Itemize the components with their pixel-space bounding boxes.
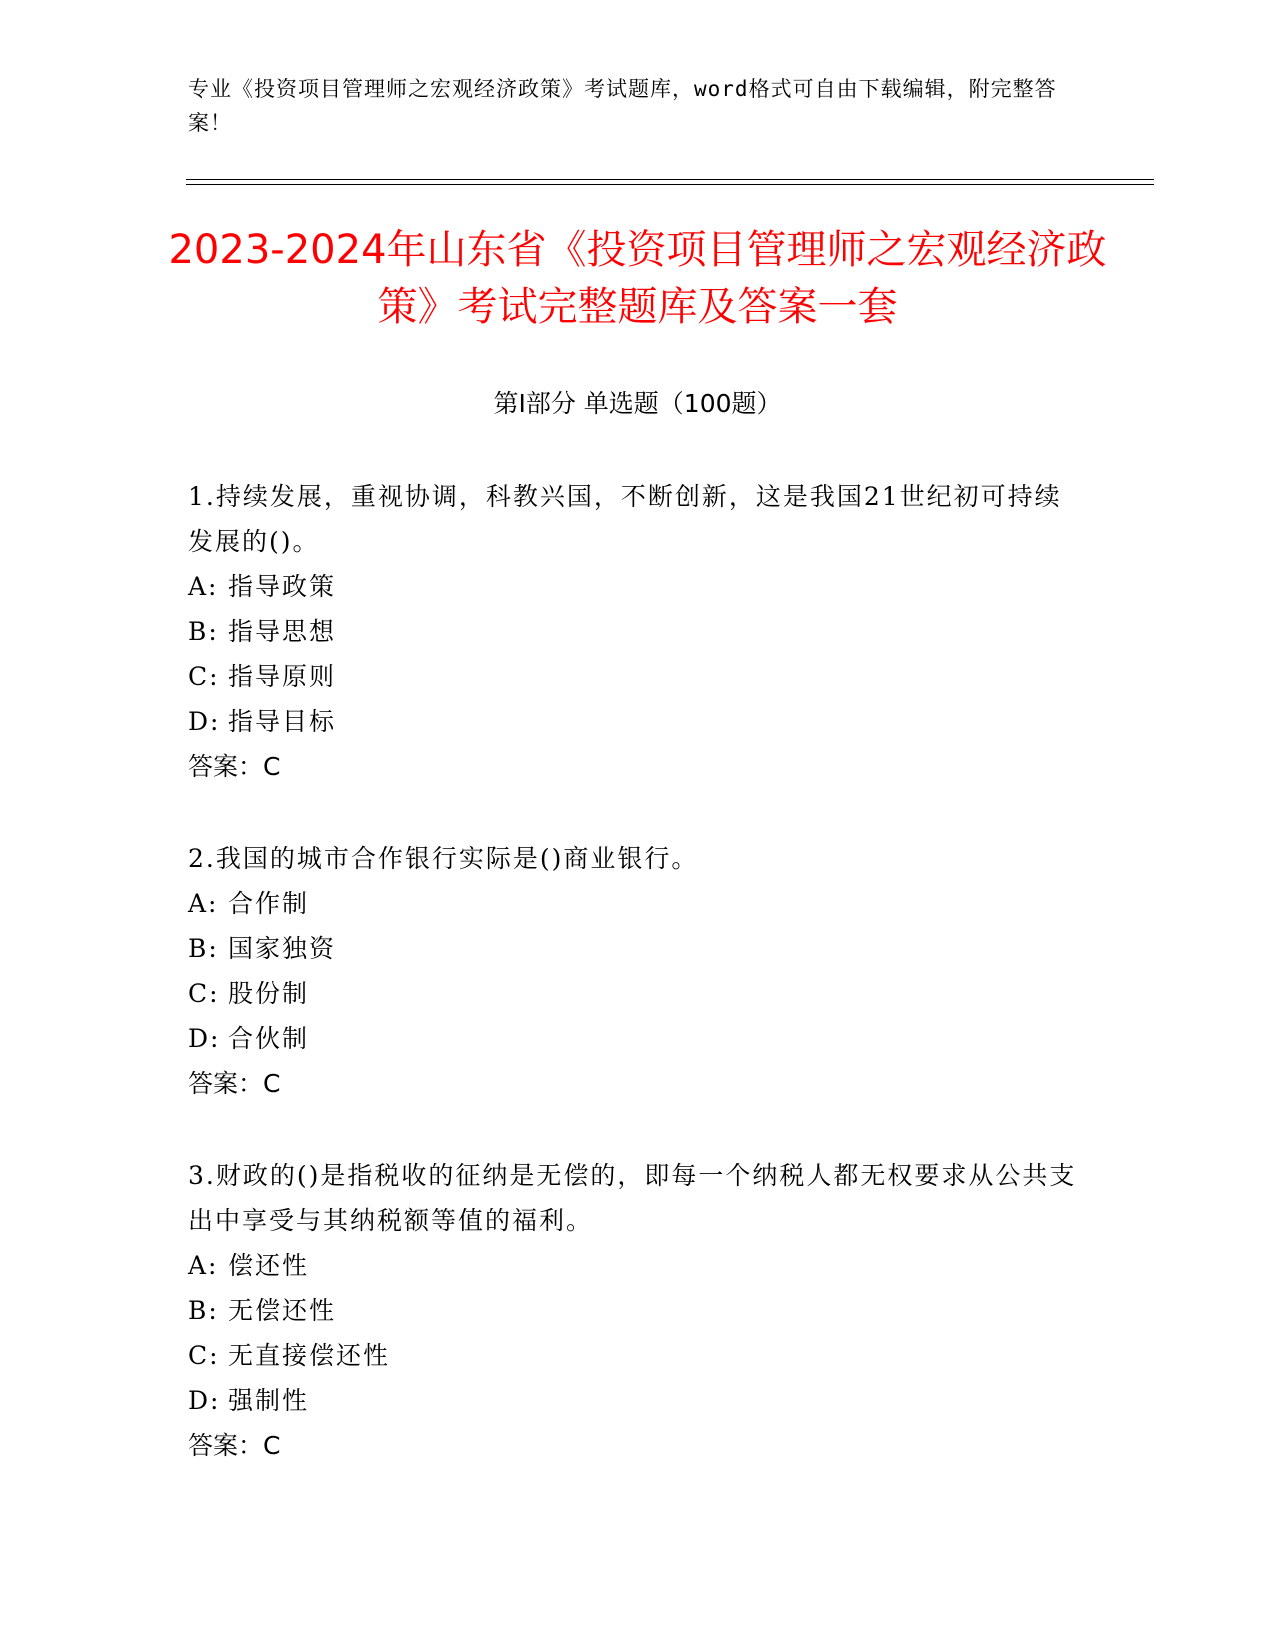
document-title: 2023-2024年山东省《投资项目管理师之宏观经济政策》考试完整题库及答案一套 (168, 227, 1107, 330)
answer: 答案：C (188, 1431, 281, 1460)
option-text: 指导思想 (228, 617, 337, 646)
option-text: 指导原则 (228, 662, 337, 691)
option-text: 无直接偿还性 (228, 1341, 391, 1370)
option-text: 合伙制 (228, 1024, 310, 1053)
option-b (188, 609, 1088, 654)
option-text: 合作制 (228, 889, 310, 918)
header-note: 专业《投资项目管理师之宏观经济政策》考试题库，word格式可自由下载编辑，附完整答案！ (188, 77, 1057, 135)
option-text: 股份制 (228, 979, 310, 1008)
option-text: 指导目标 (228, 707, 337, 736)
option-text: 偿还性 (228, 1251, 310, 1280)
option-key: C: (188, 662, 220, 691)
option-key: C: (188, 1341, 220, 1370)
option-key: C: (188, 979, 220, 1008)
answer: 答案：C (188, 752, 281, 781)
option-c (188, 654, 1088, 699)
option-c (188, 1333, 1088, 1378)
option-key: A: (188, 1251, 219, 1280)
option-key: D: (188, 1386, 221, 1415)
section-title: 第Ⅰ部分 单选题（100题） (493, 389, 782, 418)
option-text: 国家独资 (228, 934, 337, 963)
option-d (188, 699, 1088, 744)
option-a (188, 564, 1088, 609)
option-text: 强制性 (228, 1386, 310, 1415)
option-d (188, 1016, 1088, 1061)
option-key: B: (188, 1296, 219, 1325)
answer: 答案：C (188, 1069, 281, 1098)
question-1 (188, 474, 1088, 789)
option-key: D: (188, 707, 221, 736)
option-key: A: (188, 889, 219, 918)
option-b (188, 1288, 1088, 1333)
option-c (188, 971, 1088, 1016)
option-key: B: (188, 617, 219, 646)
option-b (188, 926, 1088, 971)
question-list (188, 474, 1088, 1515)
header-divider-bottom (186, 184, 1154, 185)
option-text: 无偿还性 (228, 1296, 337, 1325)
question-stem: 1.持续发展，重视协调，科教兴国，不断创新，这是我国21世纪初可持续发展的()。 (188, 482, 1062, 556)
option-key: D: (188, 1024, 221, 1053)
option-d (188, 1378, 1088, 1423)
question-3 (188, 1153, 1088, 1468)
question-stem: 2.我国的城市合作银行实际是()商业银行。 (188, 844, 699, 873)
question-2 (188, 836, 1088, 1106)
question-stem: 3.财政的()是指税收的征纳是无偿的，即每一个纳税人都无权要求从公共支出中享受与其纳税额等值的福利。 (188, 1161, 1077, 1235)
option-a (188, 881, 1088, 926)
header-divider-top (186, 179, 1154, 180)
option-a (188, 1243, 1088, 1288)
option-key: B: (188, 934, 219, 963)
option-text: 指导政策 (228, 572, 337, 601)
option-key: A: (188, 572, 219, 601)
